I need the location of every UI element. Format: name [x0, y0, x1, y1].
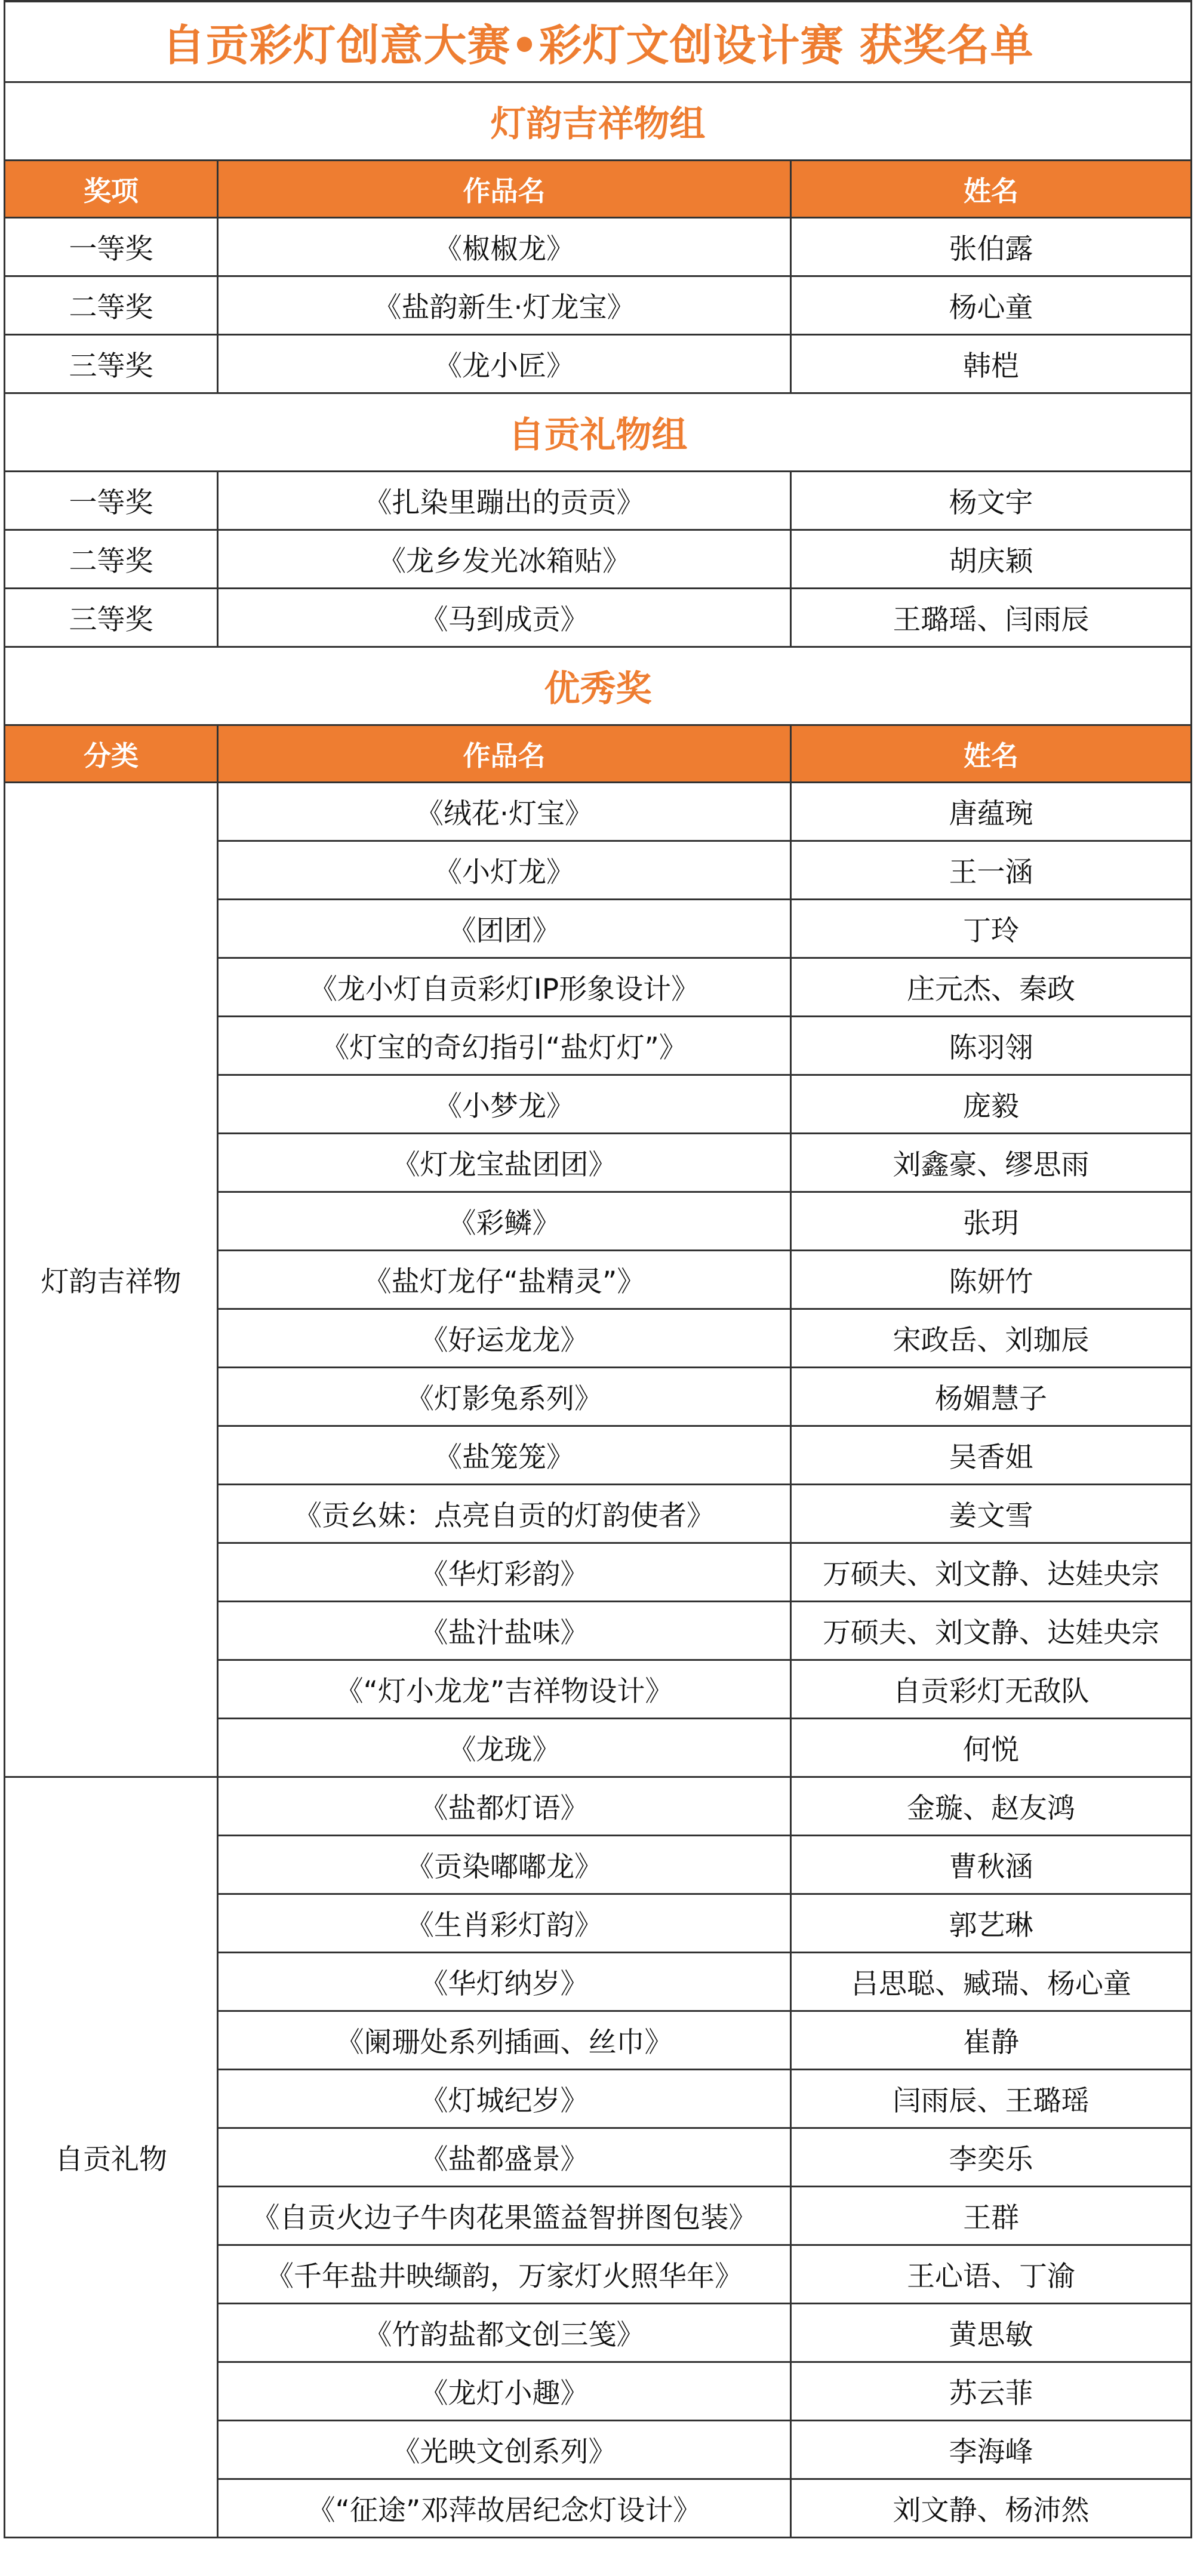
table-row — [5, 276, 1192, 335]
name-cell: 张玥 — [791, 1192, 1192, 1251]
table-row — [5, 530, 1192, 589]
work-cell: 《千年盐井映缬韵，万家灯火照华年》 — [218, 2245, 791, 2304]
table-row — [5, 589, 1192, 647]
title-row — [5, 1, 1192, 82]
work-cell: 《华灯彩韵》 — [218, 1543, 791, 1602]
name-cell: 王一涵 — [791, 841, 1192, 900]
page-title: 自贡彩灯创意大赛•彩灯文创设计赛 获奖名单 — [5, 1, 1192, 82]
table-row — [5, 218, 1192, 276]
name-cell: 韩桤 — [791, 335, 1192, 393]
name-cell: 杨媚慧子 — [791, 1368, 1192, 1426]
name-cell: 苏云菲 — [791, 2362, 1192, 2421]
name-cell: 杨文宇 — [791, 472, 1192, 530]
work-cell: 《灯宝的奇幻指引“盐灯灯”》 — [218, 1017, 791, 1075]
name-cell: 王璐瑶、闫雨辰 — [791, 589, 1192, 647]
category-cell: 灯韵吉祥物 — [5, 783, 218, 1777]
work-cell: 《灯影兔系列》 — [218, 1368, 791, 1426]
award-cell: 一等奖 — [5, 218, 218, 276]
name-cell: 李海峰 — [791, 2421, 1192, 2479]
name-cell: 王心语、丁渝 — [791, 2245, 1192, 2304]
work-cell: 《盐都灯语》 — [218, 1777, 791, 1836]
group-title-excellence: 优秀奖 — [5, 647, 1192, 725]
column-header-award: 奖项 — [5, 161, 218, 218]
table-row — [5, 783, 1192, 841]
name-cell: 丁玲 — [791, 900, 1192, 958]
work-cell: 《灯城纪岁》 — [218, 2070, 791, 2128]
name-cell: 闫雨辰、王璐瑶 — [791, 2070, 1192, 2128]
work-cell: 《盐韵新生·灯龙宝》 — [218, 276, 791, 335]
name-cell: 杨心童 — [791, 276, 1192, 335]
table-row — [5, 1777, 1192, 1836]
name-cell: 崔静 — [791, 2011, 1192, 2070]
award-cell: 二等奖 — [5, 276, 218, 335]
name-cell: 庄元杰、秦政 — [791, 958, 1192, 1017]
group-row-gift — [5, 393, 1192, 472]
name-cell: 张伯露 — [791, 218, 1192, 276]
name-cell: 胡庆颖 — [791, 530, 1192, 589]
award-cell: 二等奖 — [5, 530, 218, 589]
name-cell: 黄思敏 — [791, 2304, 1192, 2362]
award-cell: 三等奖 — [5, 589, 218, 647]
work-cell: 《生肖彩灯韵》 — [218, 1894, 791, 1953]
work-cell: 《龙珑》 — [218, 1719, 791, 1777]
column-header-name: 姓名 — [791, 161, 1192, 218]
name-cell: 刘文静、杨沛然 — [791, 2479, 1192, 2538]
work-cell: 《龙小灯自贡彩灯IP形象设计》 — [218, 958, 791, 1017]
work-cell: 《椒椒龙》 — [218, 218, 791, 276]
work-cell: 《团团》 — [218, 900, 791, 958]
work-cell: 《龙小匠》 — [218, 335, 791, 393]
name-cell: 宋政岳、刘珈辰 — [791, 1309, 1192, 1368]
work-cell: 《盐笼笼》 — [218, 1426, 791, 1485]
table-row — [5, 335, 1192, 393]
column-header-work: 作品名 — [218, 725, 791, 783]
work-cell: 《“征途”邓萍故居纪念灯设计》 — [218, 2479, 791, 2538]
category-cell: 自贡礼物 — [5, 1777, 218, 2538]
work-cell: 《灯龙宝盐团团》 — [218, 1134, 791, 1192]
work-cell: 《马到成贡》 — [218, 589, 791, 647]
name-cell: 曹秋涵 — [791, 1836, 1192, 1894]
work-cell: 《彩鳞》 — [218, 1192, 791, 1251]
work-cell: 《盐都盛景》 — [218, 2128, 791, 2187]
column-header-category: 分类 — [5, 725, 218, 783]
work-cell: 《华灯纳岁》 — [218, 1953, 791, 2011]
name-cell: 自贡彩灯无敌队 — [791, 1660, 1192, 1719]
name-cell: 郭艺琳 — [791, 1894, 1192, 1953]
work-cell: 《“灯小龙龙”吉祥物设计》 — [218, 1660, 791, 1719]
name-cell: 庞毅 — [791, 1075, 1192, 1134]
work-cell: 《盐灯龙仔“盐精灵”》 — [218, 1251, 791, 1309]
work-cell: 《贡染嘟嘟龙》 — [218, 1836, 791, 1894]
name-cell: 万硕夫、刘文静、达娃央宗 — [791, 1543, 1192, 1602]
work-cell: 《绒花·灯宝》 — [218, 783, 791, 841]
group-title-gift: 自贡礼物组 — [5, 393, 1192, 472]
award-table — [4, 0, 1192, 2538]
group-title-mascot: 灯韵吉祥物组 — [5, 82, 1192, 161]
name-cell: 李奕乐 — [791, 2128, 1192, 2187]
name-cell: 吴香姐 — [791, 1426, 1192, 1485]
name-cell: 姜文雪 — [791, 1485, 1192, 1543]
name-cell: 何悦 — [791, 1719, 1192, 1777]
name-cell: 刘鑫豪、缪思雨 — [791, 1134, 1192, 1192]
name-cell: 陈妍竹 — [791, 1251, 1192, 1309]
work-cell: 《龙乡发光冰箱贴》 — [218, 530, 791, 589]
award-cell: 一等奖 — [5, 472, 218, 530]
work-cell: 《阑珊处系列插画、丝巾》 — [218, 2011, 791, 2070]
work-cell: 《小梦龙》 — [218, 1075, 791, 1134]
work-cell: 《贡幺妹：点亮自贡的灯韵使者》 — [218, 1485, 791, 1543]
column-header-name: 姓名 — [791, 725, 1192, 783]
work-cell: 《扎染里蹦出的贡贡》 — [218, 472, 791, 530]
work-cell: 《自贡火边子牛肉花果篮益智拼图包装》 — [218, 2187, 791, 2245]
work-cell: 《小灯龙》 — [218, 841, 791, 900]
award-table-body — [5, 1, 1192, 2538]
name-cell: 陈羽翎 — [791, 1017, 1192, 1075]
name-cell: 万硕夫、刘文静、达娃央宗 — [791, 1602, 1192, 1660]
group-row-mascot — [5, 82, 1192, 161]
award-cell: 三等奖 — [5, 335, 218, 393]
work-cell: 《盐汁盐味》 — [218, 1602, 791, 1660]
name-cell: 吕思聪、臧瑞、杨心童 — [791, 1953, 1192, 2011]
work-cell: 《竹韵盐都文创三笺》 — [218, 2304, 791, 2362]
work-cell: 《好运龙龙》 — [218, 1309, 791, 1368]
work-cell: 《光映文创系列》 — [218, 2421, 791, 2479]
column-header-work: 作品名 — [218, 161, 791, 218]
header-row-prizes — [5, 161, 1192, 218]
group-row-excellence — [5, 647, 1192, 725]
table-row — [5, 472, 1192, 530]
name-cell: 王群 — [791, 2187, 1192, 2245]
name-cell: 唐蕴琬 — [791, 783, 1192, 841]
work-cell: 《龙灯小趣》 — [218, 2362, 791, 2421]
header-row-excellence — [5, 725, 1192, 783]
name-cell: 金璇、赵友鸿 — [791, 1777, 1192, 1836]
